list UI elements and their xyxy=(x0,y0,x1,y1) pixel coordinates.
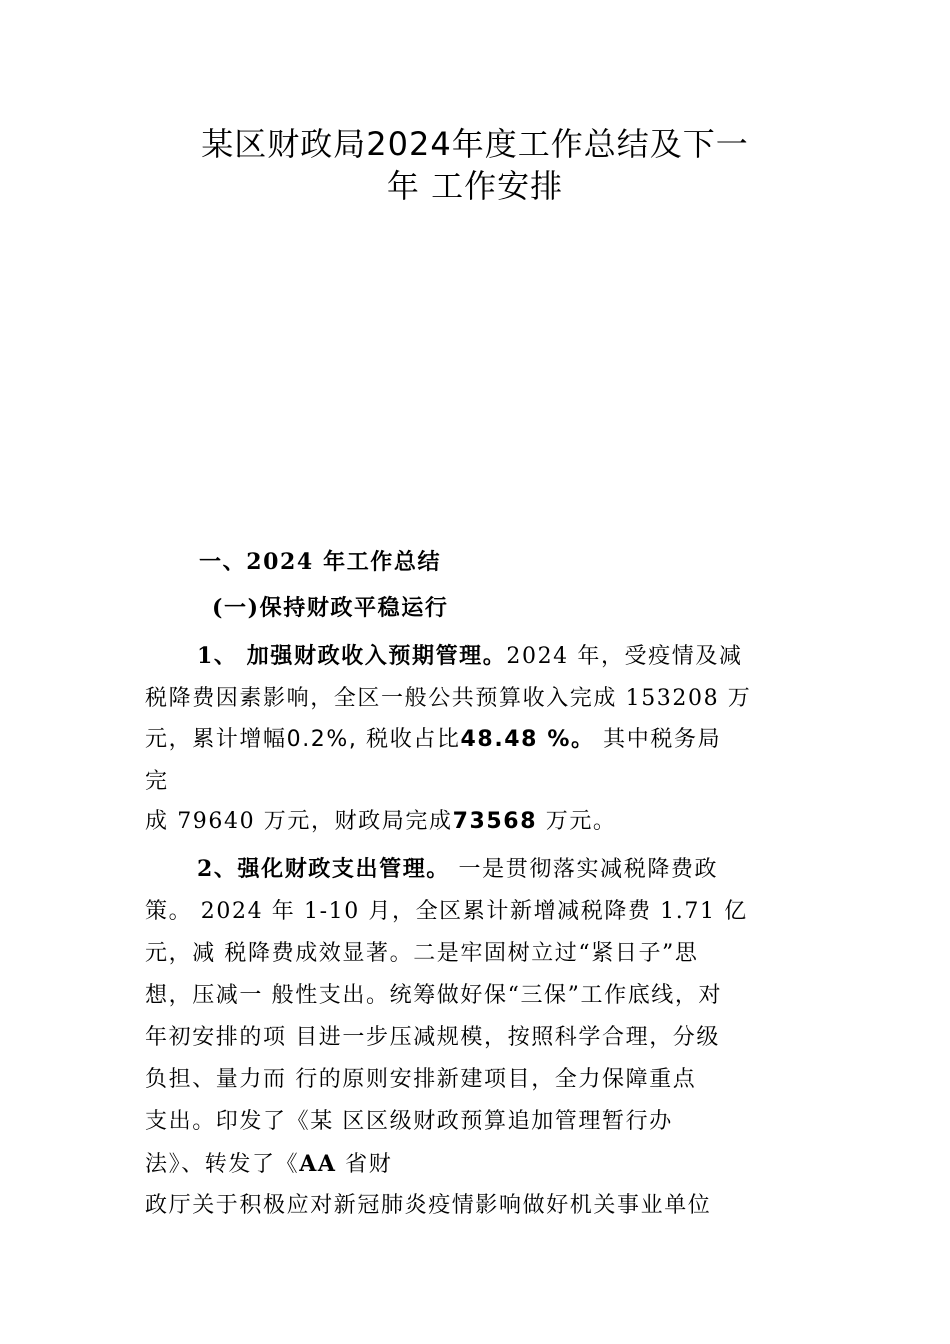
paragraph-1-line-4: 完 xyxy=(145,769,169,794)
paragraph-2-line-4: 想，压减一 般性支出。统筹做好保“三保”工作底线，对 xyxy=(145,983,723,1008)
province-abbrev: AA xyxy=(299,1151,337,1177)
paragraph-2-line-9: 政厅关于积极应对新冠肺炎疫情影响做好机关事业单位 xyxy=(145,1193,712,1218)
paragraph-1-text: 成 79640 万元，财政局完成 xyxy=(145,809,453,834)
paragraph-2-line-6: 负担、量力而 行的原则安排新建项目，全力保障重点 xyxy=(145,1067,697,1092)
paragraph-1-lead: 1、 加强财政收入预期管理。 xyxy=(197,643,507,669)
paragraph-1-text: 其中税务局 xyxy=(594,727,722,752)
paragraph-1-text: 元，累计增幅 xyxy=(145,727,287,752)
paragraph-1-line-2: 税降费因素影响，全区一般公共预算收入完成 153208 万 xyxy=(145,686,752,711)
paragraph-1-text: 2024 年，受疫情及减 xyxy=(506,644,743,669)
paragraph-2-line-7: 支出。印发了《某 区区级财政预算追加管理暂行办 xyxy=(145,1109,673,1134)
tax-share-value: 48.48 %。 xyxy=(460,727,595,752)
paragraph-2-line-1 xyxy=(197,853,718,886)
paragraph-1-line-1 xyxy=(197,640,743,673)
paragraph-2-line-2: 策。 2024 年 1-10 月，全区累计新增减税降费 1.71 亿 xyxy=(145,899,748,924)
paragraph-1-text: 万元。 xyxy=(537,809,617,834)
paragraph-2-lead: 2、强化财政支出管理。 xyxy=(197,856,450,882)
doc-title-line-2: 年 工作安排 xyxy=(386,167,564,205)
section-heading: 一、2024 年工作总结 xyxy=(199,549,442,575)
doc-title-line-1: 某区财政局2024年度工作总结及下一 xyxy=(201,125,749,163)
growth-rate-value: 0.2%, xyxy=(286,727,358,752)
paragraph-2-line-3: 元，减 税降费成效显著。二是牢固树立过“紧日子”思 xyxy=(145,941,699,966)
paragraph-2-text: 一是贯彻落实减税降费政 xyxy=(449,857,719,882)
paragraph-1-line-3 xyxy=(145,724,721,756)
finance-bureau-value: 73568 xyxy=(452,809,538,834)
paragraph-2-text: 法》、转发了《 xyxy=(145,1152,300,1177)
paragraph-1-text: 税收占比 xyxy=(357,727,461,752)
paragraph-2-line-8 xyxy=(145,1148,392,1181)
subsection-heading: (一)保持财政平稳运行 xyxy=(212,595,449,621)
paragraph-2-line-5: 年初安排的项 目进一步压减规模，按照科学合理，分级 xyxy=(145,1025,720,1050)
paragraph-2-text: 省财 xyxy=(336,1152,393,1177)
paragraph-1-line-5 xyxy=(145,806,617,838)
